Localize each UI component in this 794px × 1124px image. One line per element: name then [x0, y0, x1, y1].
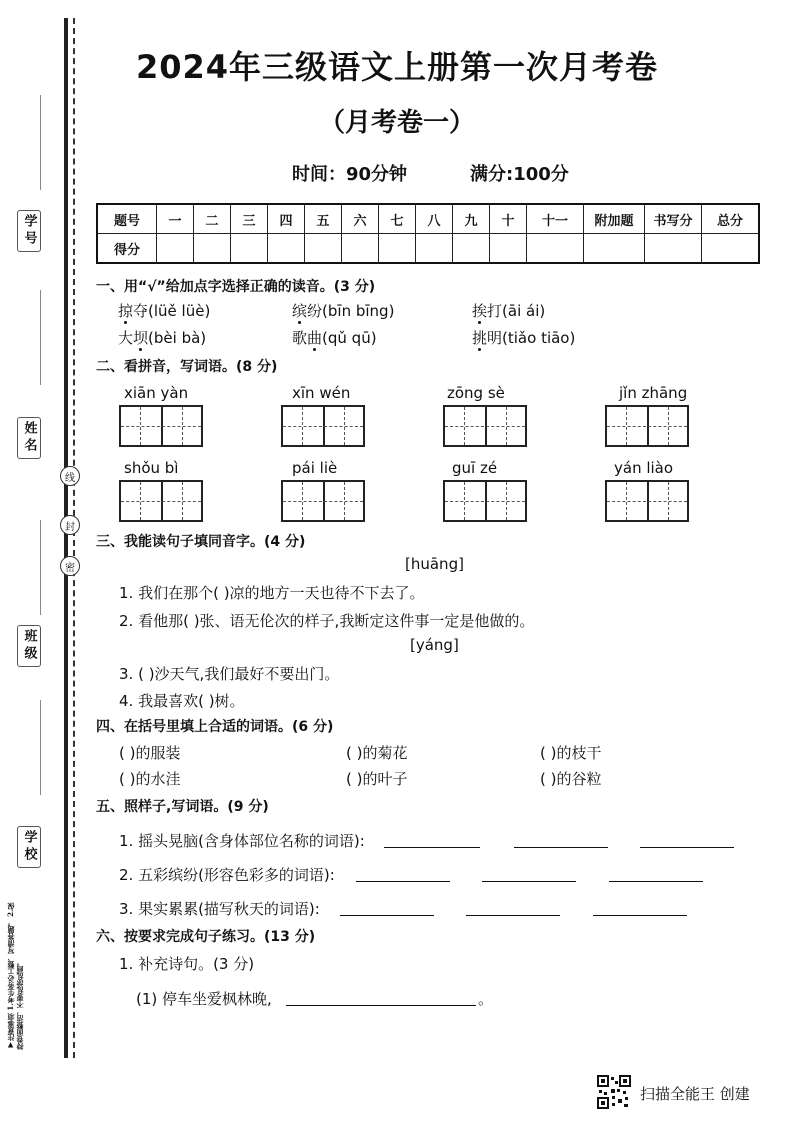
seal-char-secret: 密 — [60, 556, 80, 576]
s1-item — [472, 300, 545, 321]
dotted-char: 缤 — [292, 302, 308, 320]
footer-watermark: 扫描全能王 创建 — [640, 1085, 750, 1103]
seal-char-line: 线 — [60, 466, 80, 486]
score-header-cell: 总分 — [702, 204, 760, 234]
s1-char: 夺 — [133, 302, 149, 320]
dotted-char: 坝 — [133, 329, 149, 347]
s5-prompt: 1. 摇头晃脑(含身体部位名称的词语): — [119, 832, 365, 850]
score-cell[interactable] — [490, 234, 527, 264]
score-header-cell: 九 — [453, 204, 490, 234]
s2-pinyin: xīn wén — [292, 384, 351, 402]
s1-item — [472, 327, 575, 348]
s1-pinyin[interactable]: (qǔ qū) — [322, 329, 377, 347]
answer-line[interactable] — [482, 880, 576, 882]
s2-pinyin: yán liào — [614, 459, 674, 477]
answer-line[interactable] — [356, 880, 450, 882]
s2-pinyin: guī zé — [452, 459, 498, 477]
answer-line[interactable] — [384, 846, 480, 848]
s3-sentence[interactable]: 4. 我最喜欢( )树。 — [119, 692, 245, 710]
answer-line[interactable] — [609, 880, 703, 882]
score-table-header-row — [97, 204, 759, 234]
score-cell[interactable] — [379, 234, 416, 264]
s3-sentence[interactable]: 1. 我们在那个( )凉的地方一天也待不下去了。 — [119, 584, 425, 602]
s6-question: (1) 停车坐爱枫林晚, — [136, 990, 272, 1008]
cut-line — [73, 18, 75, 1058]
s4-blank[interactable]: ( )的服装 — [119, 744, 181, 762]
score-table — [96, 203, 760, 264]
s1-item — [118, 300, 210, 321]
score-cell[interactable] — [702, 234, 760, 264]
s2-pinyin: shǒu bì — [124, 459, 179, 477]
s5-prompt: 2. 五彩缤纷(形容色彩多的词语): — [119, 866, 335, 884]
s2-pinyin: zōng sè — [447, 384, 505, 402]
section-1-title: 一、用“√”给加点字选择正确的读音。(3 分) — [96, 279, 376, 295]
s1-pinyin[interactable]: (bīn bīng) — [322, 302, 395, 320]
score-cell[interactable] — [231, 234, 268, 264]
score-header-cell: 书写分 — [645, 204, 702, 234]
s4-blank[interactable]: ( )的枝干 — [540, 744, 602, 762]
s6-subsection: 1. 补充诗句。(3 分) — [119, 955, 255, 973]
score-cell[interactable] — [342, 234, 379, 264]
s1-pinyin[interactable]: (bèi bà) — [148, 329, 207, 347]
section-6-title: 六、按要求完成句子练习。(13 分) — [96, 929, 316, 945]
s2-pinyin: jǐn zhāng — [619, 384, 688, 402]
s1-pinyin[interactable]: (tiǎo tiāo) — [502, 329, 576, 347]
field-line — [40, 290, 41, 385]
score-cell[interactable] — [416, 234, 453, 264]
s5-prompt: 3. 果实累累(描写秋天的词语): — [119, 900, 320, 918]
field-line — [40, 700, 41, 795]
writing-grid[interactable] — [119, 480, 203, 522]
writing-grid[interactable] — [605, 405, 689, 447]
s3-pinyin: [huāng] — [405, 555, 464, 573]
s2-pinyin: xiān yàn — [124, 384, 189, 402]
school-label: 学校 — [17, 826, 41, 868]
s3-pinyin: [yáng] — [410, 636, 459, 654]
score-table-score-row — [97, 234, 759, 264]
section-5-title: 五、照样子,写词语。(9 分) — [96, 799, 269, 815]
seal-char-seal: 封 — [60, 515, 80, 535]
exam-time: 时间：90分钟 — [292, 164, 408, 185]
dotted-char: 挑 — [472, 329, 488, 347]
answer-line[interactable] — [340, 914, 434, 916]
score-header-cell: 三 — [231, 204, 268, 234]
s1-item — [292, 327, 377, 348]
s1-pinyin[interactable]: (āi ái) — [502, 302, 546, 320]
s6-question-end: 。 — [478, 990, 494, 1008]
score-header-cell: 四 — [268, 204, 305, 234]
answer-line[interactable] — [466, 914, 560, 916]
s3-sentence[interactable]: 3. ( )沙天气,我们最好不要出门。 — [119, 665, 340, 683]
answer-line[interactable] — [593, 914, 687, 916]
answer-line[interactable] — [286, 1004, 476, 1006]
exam-notes: ▼注意事项 1.考生务必工整、写清答题。 2.保持卷面整洁，不要乱涂乱画。 — [6, 902, 24, 1050]
s2-pinyin: pái liè — [292, 459, 338, 477]
s1-char: 明 — [487, 329, 503, 347]
writing-grid[interactable] — [281, 405, 365, 447]
score-header-cell: 二 — [194, 204, 231, 234]
s1-item — [292, 300, 394, 321]
s4-blank[interactable]: ( )的叶子 — [346, 770, 408, 788]
score-cell[interactable] — [584, 234, 645, 264]
section-3-title: 三、我能读句子填同音字。(4 分) — [96, 534, 306, 550]
s4-blank[interactable]: ( )的菊花 — [346, 744, 408, 762]
score-cell[interactable] — [527, 234, 584, 264]
name-label: 姓名 — [17, 417, 41, 459]
score-cell[interactable] — [157, 234, 194, 264]
score-header-cell: 五 — [305, 204, 342, 234]
score-header-cell: 十 — [490, 204, 527, 234]
score-header-cell: 一 — [157, 204, 194, 234]
score-cell[interactable] — [194, 234, 231, 264]
s1-char: 大 — [118, 329, 134, 347]
writing-grid[interactable] — [119, 405, 203, 447]
score-header-cell: 附加题 — [584, 204, 645, 234]
writing-grid[interactable] — [443, 480, 527, 522]
score-header-cell: 十一 — [527, 204, 584, 234]
score-cell[interactable] — [268, 234, 305, 264]
section-2-title: 二、看拼音，写词语。(8 分) — [96, 359, 278, 375]
field-line — [40, 520, 41, 615]
score-row-label: 得分 — [97, 234, 157, 264]
student-id-label: 学号 — [17, 210, 41, 252]
score-cell[interactable] — [645, 234, 702, 264]
s1-char: 纷 — [307, 302, 323, 320]
score-cell[interactable] — [453, 234, 490, 264]
answer-line[interactable] — [514, 846, 608, 848]
binding-line — [64, 18, 68, 1058]
score-header-cell: 六 — [342, 204, 379, 234]
s3-sentence[interactable]: 2. 看他那( )张、语无伦次的样子,我断定这件事一定是他做的。 — [119, 612, 535, 630]
class-label: 班级 — [17, 625, 41, 667]
writing-grid[interactable] — [281, 480, 365, 522]
exam-full-score: 满分:100分 — [470, 164, 569, 185]
exam-title: 2024年三级语文上册第一次月考卷 — [135, 48, 659, 86]
score-header-cell: 七 — [379, 204, 416, 234]
writing-grid[interactable] — [443, 405, 527, 447]
answer-line[interactable] — [640, 846, 734, 848]
dotted-char: 挨 — [472, 302, 488, 320]
exam-subtitle: （月考卷一） — [318, 108, 475, 138]
qr-code-icon — [597, 1075, 631, 1109]
s1-item — [118, 327, 206, 348]
score-header-cell: 题号 — [97, 204, 157, 234]
s4-blank[interactable]: ( )的谷粒 — [540, 770, 602, 788]
s1-char: 打 — [487, 302, 503, 320]
dotted-char: 曲 — [307, 329, 323, 347]
score-cell[interactable] — [305, 234, 342, 264]
s1-char: 歌 — [292, 329, 308, 347]
writing-grid[interactable] — [605, 480, 689, 522]
score-header-cell: 八 — [416, 204, 453, 234]
s4-blank[interactable]: ( )的水洼 — [119, 770, 181, 788]
dotted-char: 掠 — [118, 302, 134, 320]
section-4-title: 四、在括号里填上合适的词语。(6 分) — [96, 719, 334, 735]
s1-pinyin[interactable]: (lüě lüè) — [148, 302, 211, 320]
